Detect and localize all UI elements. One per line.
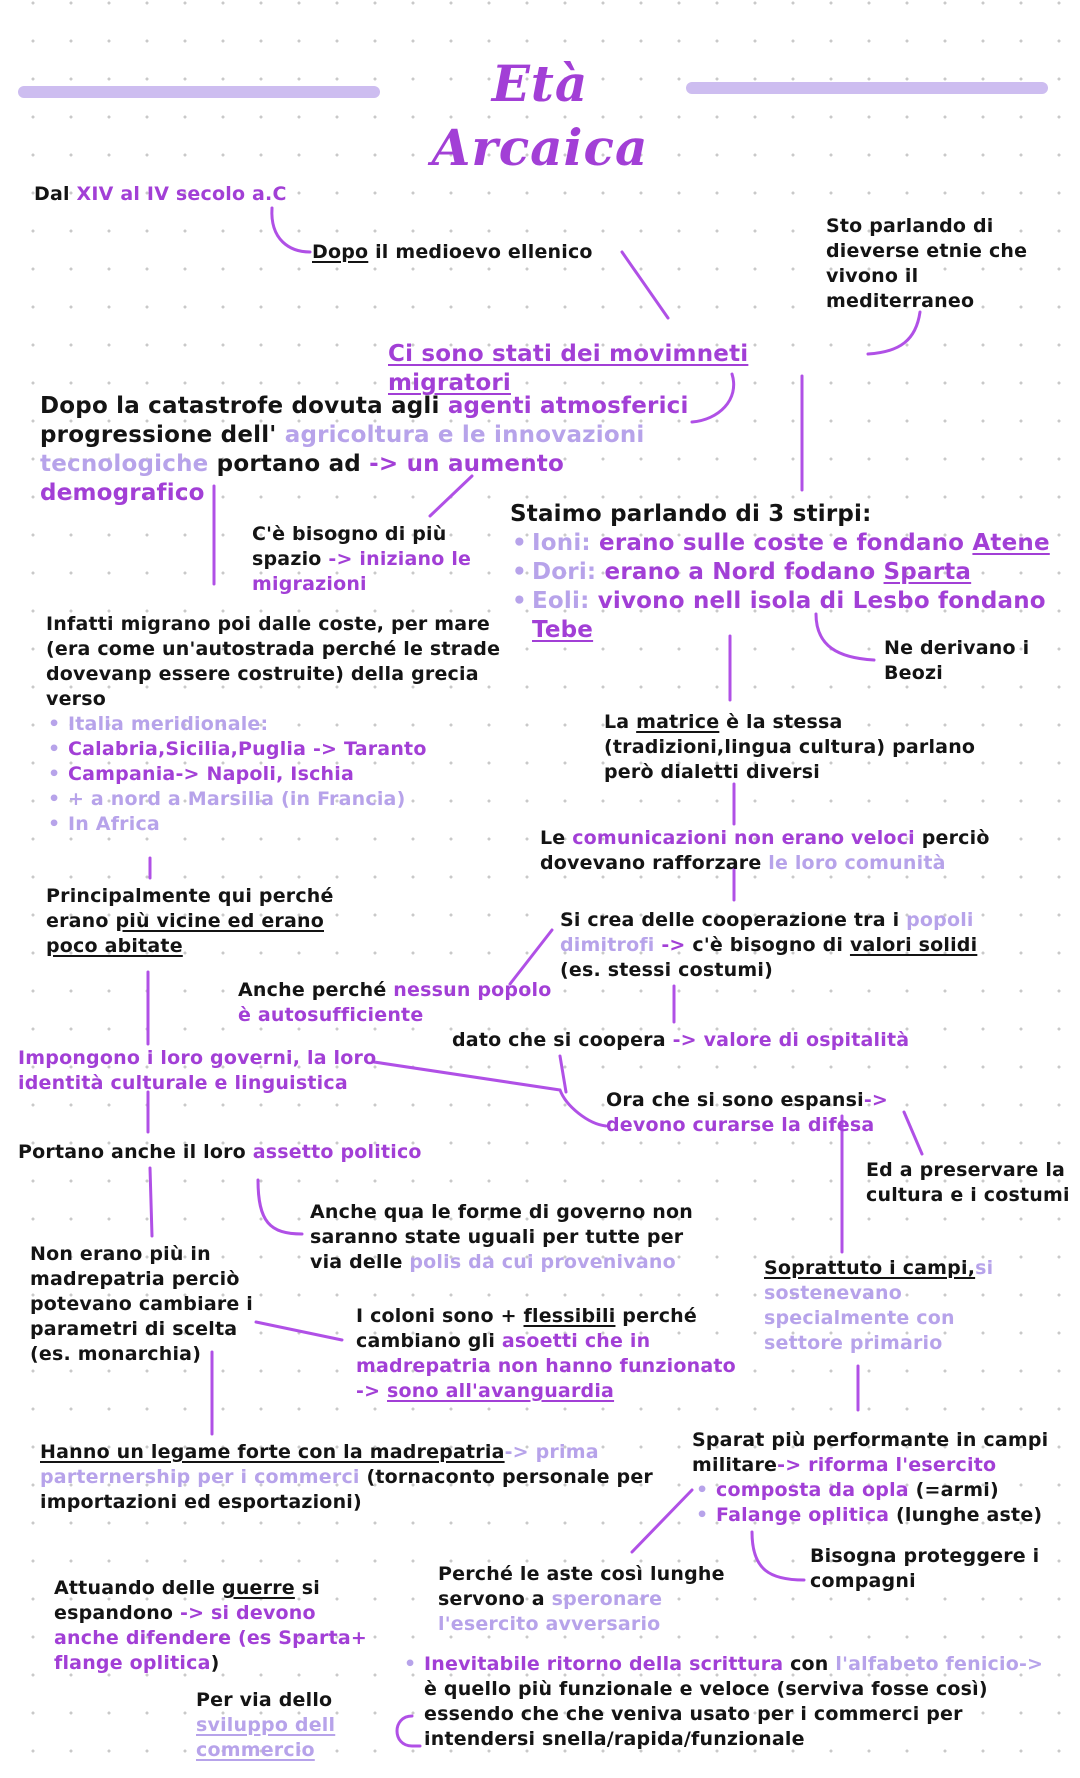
coop-text-e: (es. stessi costumi) xyxy=(560,959,773,981)
stirpe-name: Dori: xyxy=(532,559,605,585)
stirpi-block xyxy=(510,500,1050,645)
communication-block xyxy=(540,826,1000,876)
wars-text-b: si espandono xyxy=(54,1577,320,1624)
coop-peoples: popoli dimitrofi xyxy=(560,909,974,956)
forms-note xyxy=(310,1200,700,1275)
wars-keyword: guerre xyxy=(222,1577,295,1599)
wars-defend: -> si devono anche difendere (es xyxy=(54,1602,316,1649)
political-text: Portano anche il loro xyxy=(18,1141,253,1163)
political-note xyxy=(18,1140,478,1165)
connector-coop-selfsuff xyxy=(510,930,552,984)
comm-slow: comunicazioni non erano veloci xyxy=(572,827,915,849)
wars-text-a: Attuando delle xyxy=(54,1577,223,1599)
defense-note xyxy=(606,1088,966,1138)
writing-with: con xyxy=(783,1653,836,1675)
defense-highlight: -> devono curarse la difesa xyxy=(606,1089,889,1136)
sparta-block xyxy=(692,1428,1072,1528)
sparta-opla-note: (=armi) xyxy=(908,1479,999,1501)
writing-return: Inevitabile ritorno della scrittura xyxy=(424,1653,784,1675)
writing-alphabet: l'alfabeto fenicio-> xyxy=(835,1653,1044,1675)
preserve-note: Ed a preservare la cultura e i costumi xyxy=(866,1159,1070,1206)
sparta-text: Sparat più performante in campi militare xyxy=(692,1429,1049,1476)
sparta-opla: composta da opla xyxy=(716,1479,909,1501)
catastrophe-text-c: progressione dell' xyxy=(40,422,285,448)
connector-sparta-protect xyxy=(752,1532,804,1580)
space-text: C'è bisogno di più spazio xyxy=(252,523,447,570)
destination-item: • + a nord a Marsilia (in Francia) xyxy=(46,787,506,812)
colonists-avantgarde: sono all'avanguardia xyxy=(387,1380,615,1402)
connector-political-madrepatria xyxy=(150,1168,152,1236)
hospitality-value: -> valore di ospitalità xyxy=(672,1029,910,1051)
fields-text: si sostenevano specialmente con settore primario xyxy=(764,1257,994,1354)
period-label xyxy=(34,182,334,207)
matrice-text-a: La xyxy=(604,711,637,733)
connector-madrepatria-colonists xyxy=(256,1322,342,1340)
madrepatria-note: Non erano più in madrepatria perciò potevano cambiare i parametri di scelta (es. monarchia) xyxy=(30,1243,254,1365)
coop-text-d: c'è bisogno di xyxy=(692,934,850,956)
connector-hospitality-defense xyxy=(560,1056,566,1092)
sparta-reform: -> riforma l'esercito xyxy=(777,1454,997,1476)
emigrate-block xyxy=(46,612,506,837)
space-migrations: -> iniziano le migrazioni xyxy=(252,548,472,595)
forms-polis: polis da cui provenivano xyxy=(409,1251,676,1273)
spears-text: Perché le aste così lunghe servono a xyxy=(438,1563,725,1610)
colonists-text-b: perché cambiano gli xyxy=(356,1305,698,1352)
matrice-block xyxy=(604,710,1004,785)
connector-impose-defense xyxy=(374,1062,606,1126)
ethnic-note: Sto parlando di dieverse etnie che vivono il mediterraneo xyxy=(826,215,1028,312)
stirpi-item-ioni xyxy=(510,529,1050,558)
period-value: XIV al IV secolo a.C xyxy=(76,183,287,205)
reason-closer: più vicine ed erano xyxy=(115,910,324,932)
comm-community: le loro comunità xyxy=(768,852,946,874)
comm-text-a: Le xyxy=(540,827,573,849)
emigrate-text: Infatti migrano poi dalle coste, per mare (era come un'autostrada perché le strade dovevanp essere costruite) della grecia verso xyxy=(46,613,501,710)
commerce-keyword: sviluppo dell commercio xyxy=(196,1714,336,1761)
destination-item: • Calabria,Sicilia,Puglia -> Taranto xyxy=(46,737,506,762)
destination-item: • Campania-> Napoli, Ischia xyxy=(46,762,506,787)
protect-note: Bisogna proteggere i compagni xyxy=(810,1545,1040,1592)
migrations-heading: Ci sono stati dei movimneti migratori xyxy=(388,341,749,396)
stirpi-heading: Staimo parlando di 3 stirpi: xyxy=(510,501,872,527)
catastrophe-agriculture: agricoltura e le innovazioni xyxy=(284,422,645,448)
cooperation-block xyxy=(560,908,980,983)
bond-partnership: -> prima parternership per i commerci xyxy=(40,1441,599,1488)
catastrophe-text-f: portano ad xyxy=(208,451,370,477)
hospitality-note xyxy=(452,1028,932,1053)
sparta-falange: Falange oplitica xyxy=(716,1504,890,1526)
destination-item: • Italia meridionale: xyxy=(46,712,506,737)
stirpe-name: Ioni: xyxy=(532,530,600,556)
selfsuff-text: Anche perché xyxy=(238,979,394,1001)
colonists-note xyxy=(356,1304,742,1404)
stirpi-list xyxy=(510,529,1050,645)
impose-note: Impongono i loro governi, la loro identità culturale e linguistica xyxy=(18,1047,377,1094)
destinations-list xyxy=(46,712,506,837)
reason-text: Principalmente qui perché erano xyxy=(46,885,334,932)
catastrophe-agents: agenti atmosferici xyxy=(447,393,689,419)
stirpe-text: erano sulle coste e fondano xyxy=(599,530,973,556)
sparta-item-falange xyxy=(694,1503,1072,1528)
catastrophe-tech: tecnologiche xyxy=(40,451,209,477)
stirpe-text: vivono nell isola di Lesbo fondano xyxy=(597,588,1046,614)
commerce-text: Per via dello xyxy=(196,1689,333,1711)
bond-text: (tornaconto personale per importazioni ed esportazioni) xyxy=(40,1466,654,1513)
matrice-text-b: è la stessa (tradizioni,lingua cultura) parlano però dialetti diversi xyxy=(604,711,976,783)
beozi-note: Ne derivano i Beozi xyxy=(884,637,1030,684)
sparta-falange-note: (lunghe aste) xyxy=(889,1504,1043,1526)
sparta-item-opla xyxy=(694,1478,1072,1503)
reason-sparse: poco abitate xyxy=(46,935,183,957)
stirpe-text: erano a Nord fodano xyxy=(604,559,884,585)
defense-text: Ora che si sono espansi xyxy=(606,1089,864,1111)
political-highlight: assetto politico xyxy=(252,1141,422,1163)
stirpe-name: Eoli: xyxy=(532,588,598,614)
spears-ram: speronare l'esercito avversario xyxy=(438,1588,663,1635)
destination-item: • In Africa xyxy=(46,812,506,837)
catastrophe-demography: -> un aumento demografico xyxy=(40,451,564,506)
stirpi-item-dori xyxy=(510,558,1050,587)
sparta-list xyxy=(694,1478,1072,1528)
fields-keyword: Soprattuto i campi, xyxy=(764,1257,976,1279)
writing-list xyxy=(402,1652,1048,1752)
period-prefix: Dal xyxy=(34,183,70,205)
connector-period-after xyxy=(272,208,310,252)
hospitality-text: dato che si coopera xyxy=(452,1029,673,1051)
stirpe-city: Atene xyxy=(972,530,1050,556)
connector-note-migrations xyxy=(868,312,920,354)
comm-text-c: perciò dovevano rafforzare xyxy=(540,827,990,874)
after-rest: il medioevo ellenico xyxy=(368,241,593,263)
colonists-aspects: asoetti che in madrepatria non hanno funzionato -> xyxy=(356,1330,736,1402)
space-note xyxy=(252,522,482,597)
writing-block xyxy=(402,1652,1048,1752)
catastrophe-text-a: Dopo la catastrofe dovuta agli xyxy=(40,393,448,419)
writing-item xyxy=(402,1652,1048,1752)
bond-keyword: Hanno un legame forte con la madrepatria xyxy=(40,1441,505,1463)
spears-note xyxy=(438,1562,728,1637)
colonists-flexible: flessibili xyxy=(523,1305,616,1327)
catastrophe-block xyxy=(40,392,720,508)
coop-arrow: -> xyxy=(654,934,693,956)
stirpe-city: Sparta xyxy=(883,559,972,585)
fields-note xyxy=(764,1256,1014,1356)
wars-note xyxy=(54,1576,384,1676)
writing-text: è quello più funzionale e veloce (serviva fosse così) essendo che che veniva usato per i commerci per intendersi snella/rapida/funzionale xyxy=(424,1678,988,1750)
page-title: Età Arcaica xyxy=(431,54,649,177)
coop-text-a: Si crea delle cooperazione tra i xyxy=(560,909,907,931)
bond-note xyxy=(40,1440,660,1515)
wars-close: ) xyxy=(210,1652,220,1674)
after-keyword: Dopo xyxy=(312,241,369,263)
after-medioevo xyxy=(312,240,632,265)
selfsuff-highlight: nessun popolo è autosufficiente xyxy=(238,979,552,1026)
connector-political-forms xyxy=(258,1180,302,1234)
coop-values: valori solidi xyxy=(849,934,978,956)
reason-block xyxy=(46,884,336,959)
forms-text: Anche qua le forme di governo non saranno state uguali per tutte per via delle xyxy=(310,1201,694,1273)
commerce-note xyxy=(196,1688,426,1763)
stirpe-city: Tebe xyxy=(532,617,594,643)
wars-example: Sparta+ flange oplitica xyxy=(54,1627,367,1674)
self-sufficiency xyxy=(238,978,558,1028)
matrice-keyword: matrice xyxy=(636,711,720,733)
colonists-text-a: I coloni sono + xyxy=(356,1305,524,1327)
